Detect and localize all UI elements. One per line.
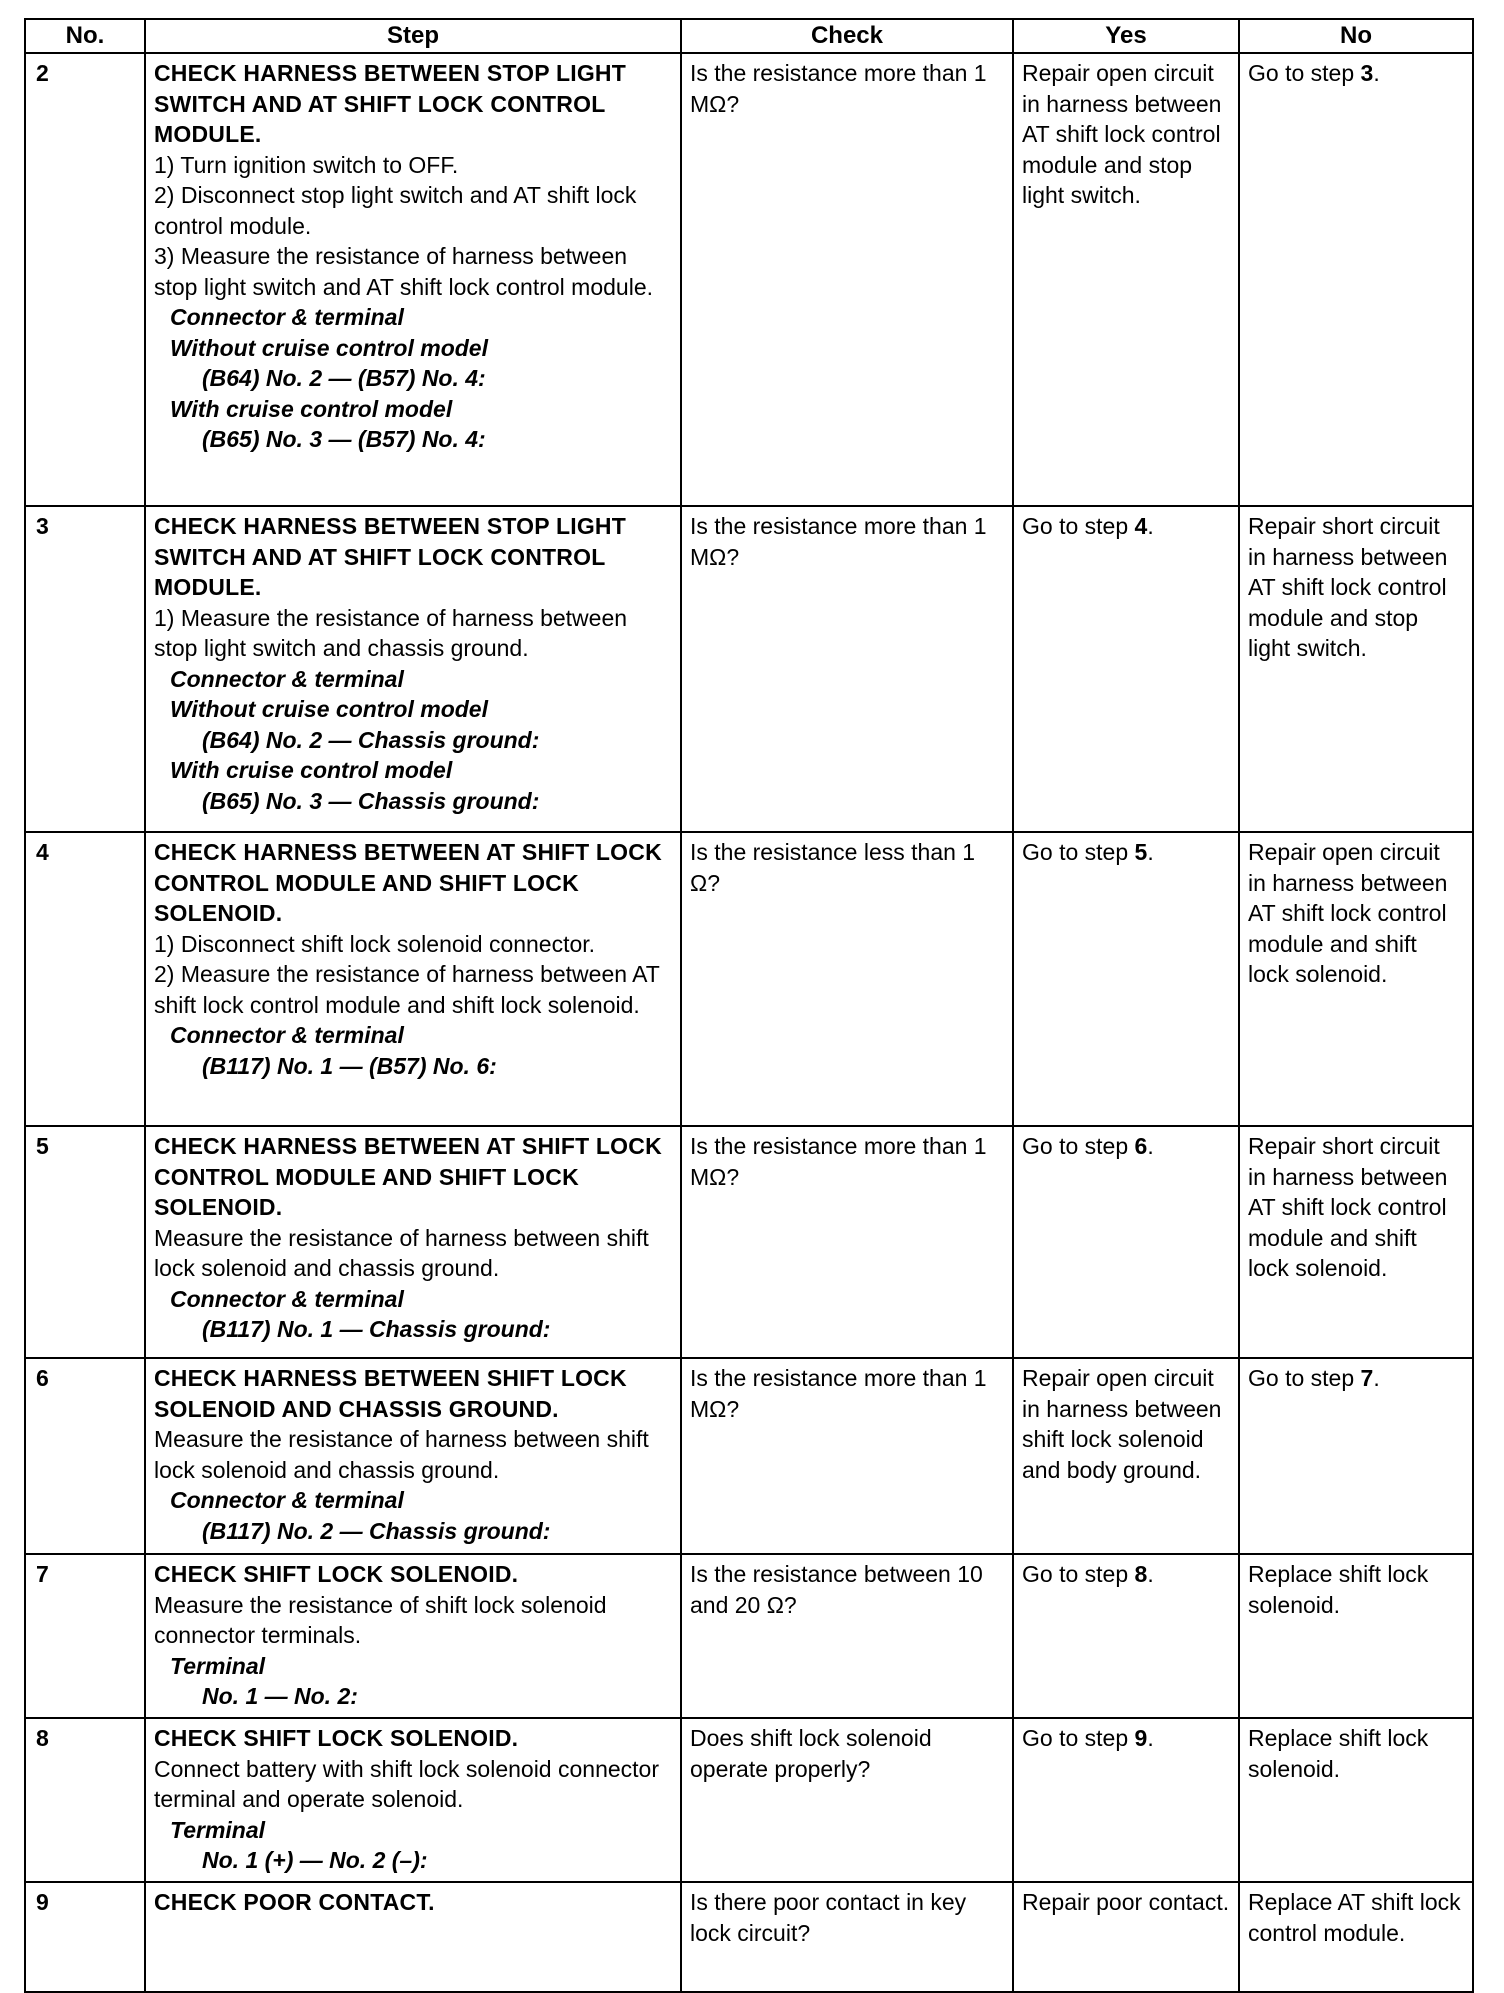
goto-suffix: . [1147,1561,1154,1587]
step-instruction: Measure the resistance of harness between shift lock solenoid and chassis ground. [154,1224,649,1281]
connector-terminal-spec: Connector & terminal [170,1022,404,1048]
table-row [25,1126,1473,1358]
goto-step-number: 3 [1360,60,1374,86]
table-row [25,1554,1473,1718]
step-instruction: 1) Measure the resistance of harness between stop light switch and chassis ground. [154,604,628,661]
yes-result-cell [1013,1718,1239,1882]
table-row [25,1882,1473,1992]
connector-terminal-spec: (B64) No. 2 — Chassis ground: [202,726,540,753]
connector-terminal-spec: Connector & terminal [170,1285,404,1312]
connector-terminal-spec: Connector & terminal [170,1487,404,1513]
step-instruction: 3) Measure the resistance of harness between stop light switch and AT shift lock control module. [154,243,654,300]
check-cell: Does shift lock solenoid operate properly? [681,1718,1013,1882]
step-title: CHECK SHIFT LOCK SOLENOID. [154,1561,519,1587]
connector-terminal-spec: (B117) No. 2 — Chassis ground: [202,1517,551,1544]
step-number: 7 [25,1554,145,1718]
no-result-text: Replace shift lock solenoid. [1248,1561,1429,1618]
step-cell [145,1554,681,1718]
table-row [25,53,1473,506]
step-title: CHECK HARNESS BETWEEN STOP LIGHT SWITCH AND AT SHIFT LOCK CONTROL MODULE. [154,513,626,600]
goto-suffix: . [1373,1365,1380,1391]
table-row [25,1718,1473,1882]
step-number: 2 [25,53,145,506]
header-no: No. [25,19,145,53]
check-cell: Is the resistance more than 1 MΩ? [681,1126,1013,1358]
goto-suffix: . [1373,60,1380,86]
header-check: Check [681,19,1013,53]
step-instruction: Measure the resistance of shift lock solenoid connector terminals. [154,1591,607,1648]
step-number: 4 [25,832,145,1126]
connector-terminal-spec: (B117) No. 1 — Chassis ground: [202,1316,551,1342]
step-cell [145,506,681,832]
step-instruction: Connect battery with shift lock solenoid connector terminal and operate solenoid. [154,1755,659,1812]
connector-terminal-spec: No. 1 — No. 2: [202,1683,358,1709]
connector-terminal-spec: With cruise control model [170,395,453,422]
no-result-text: Replace AT shift lock control module. [1248,1889,1461,1946]
header-yes: Yes [1013,19,1239,53]
header-row [25,19,1473,53]
connector-terminal-spec: (B64) No. 2 — (B57) No. 4: [202,365,486,391]
step-title: CHECK HARNESS BETWEEN AT SHIFT LOCK CONTROL MODULE AND SHIFT LOCK SOLENOID. [154,1133,662,1220]
goto-suffix: . [1147,1133,1154,1159]
connector-terminal-spec: Connector & terminal [170,304,404,330]
yes-result-text: Repair open circuit in harness between AT shift lock control module and stop light switch. [1022,60,1222,208]
goto-label: Go to step [1022,839,1135,865]
no-result-cell [1239,53,1473,506]
step-title: CHECK HARNESS BETWEEN STOP LIGHT SWITCH AND AT SHIFT LOCK CONTROL MODULE. [154,60,626,147]
diagnostic-table [24,18,1474,1993]
step-title: CHECK SHIFT LOCK SOLENOID. [154,1725,519,1751]
check-cell: Is there poor contact in key lock circuit? [681,1882,1013,1992]
goto-suffix: . [1147,513,1154,539]
yes-result-cell [1013,1126,1239,1358]
step-title: CHECK POOR CONTACT. [154,1889,435,1915]
goto-step-number: 6 [1134,1133,1148,1159]
table-row [25,506,1473,832]
goto-label: Go to step [1022,1725,1135,1751]
header-no-result: No [1239,19,1473,53]
goto-label: Go to step [1248,1365,1361,1391]
goto-step-number: 4 [1134,513,1148,539]
header-step: Step [145,19,681,53]
goto-step-number: 5 [1134,839,1148,865]
yes-result-cell [1013,53,1239,506]
connector-terminal-spec: Without cruise control model [170,696,488,722]
yes-result-cell [1013,832,1239,1126]
yes-result-cell [1013,1882,1239,1992]
step-instruction: 2) Disconnect stop light switch and AT shift lock control module. [154,182,637,239]
step-instruction: 1) Turn ignition switch to OFF. [154,151,459,178]
goto-label: Go to step [1248,60,1361,86]
step-number: 9 [25,1882,145,1992]
step-cell [145,53,681,506]
step-cell [145,1718,681,1882]
table-row [25,832,1473,1126]
goto-step-number: 9 [1134,1725,1148,1751]
step-number: 3 [25,506,145,832]
no-result-text: Repair open circuit in harness between AT shift lock control module and shift lock solenoid. [1248,839,1448,987]
step-number: 6 [25,1358,145,1554]
no-result-cell [1239,1554,1473,1718]
no-result-text: Repair short circuit in harness between AT shift lock control module and shift lock solenoid. [1248,1133,1448,1281]
yes-result-cell [1013,1554,1239,1718]
step-title: CHECK HARNESS BETWEEN AT SHIFT LOCK CONTROL MODULE AND SHIFT LOCK SOLENOID. [154,839,662,926]
step-title: CHECK HARNESS BETWEEN SHIFT LOCK SOLENOID AND CHASSIS GROUND. [154,1365,627,1422]
check-cell: Is the resistance less than 1 Ω? [681,832,1013,1126]
no-result-text: Replace shift lock solenoid. [1248,1725,1429,1782]
connector-terminal-spec: (B65) No. 3 — Chassis ground: [202,787,540,814]
table-row [25,1358,1473,1554]
check-cell: Is the resistance more than 1 MΩ? [681,506,1013,832]
goto-suffix: . [1147,1725,1154,1751]
goto-step-number: 8 [1134,1561,1148,1587]
connector-terminal-spec: With cruise control model [170,757,453,783]
step-instruction: 1) Disconnect shift lock solenoid connector. [154,930,596,957]
yes-result-text: Repair poor contact. [1022,1889,1230,1915]
no-result-text: Repair short circuit in harness between AT shift lock control module and stop light switch. [1248,513,1448,661]
step-instruction: Measure the resistance of harness between shift lock solenoid and chassis ground. [154,1426,649,1483]
step-number: 8 [25,1718,145,1882]
no-result-cell [1239,1358,1473,1554]
no-result-cell [1239,832,1473,1126]
connector-terminal-spec: Terminal [170,1816,266,1843]
connector-terminal-spec: (B117) No. 1 — (B57) No. 6: [202,1052,497,1079]
check-cell: Is the resistance more than 1 MΩ? [681,53,1013,506]
no-result-cell [1239,1882,1473,1992]
yes-result-cell [1013,506,1239,832]
goto-label: Go to step [1022,1561,1135,1587]
step-instruction: 2) Measure the resistance of harness between AT shift lock control module and shift lock solenoid. [154,961,660,1018]
no-result-cell [1239,1126,1473,1358]
step-number: 5 [25,1126,145,1358]
step-cell [145,1358,681,1554]
connector-terminal-spec: Without cruise control model [170,334,488,361]
connector-terminal-spec: Terminal [170,1652,266,1679]
check-cell: Is the resistance between 10 and 20 Ω? [681,1554,1013,1718]
table-body [25,53,1473,1992]
goto-step-number: 7 [1360,1365,1374,1391]
step-cell [145,1126,681,1358]
connector-terminal-spec: No. 1 (+) — No. 2 (–): [202,1847,428,1873]
goto-suffix: . [1147,839,1154,865]
goto-label: Go to step [1022,1133,1135,1159]
step-cell [145,832,681,1126]
goto-label: Go to step [1022,513,1135,539]
connector-terminal-spec: Connector & terminal [170,665,404,692]
connector-terminal-spec: (B65) No. 3 — (B57) No. 4: [202,426,486,452]
yes-result-text: Repair open circuit in harness between shift lock solenoid and body ground. [1022,1365,1222,1483]
no-result-cell [1239,506,1473,832]
check-cell: Is the resistance more than 1 MΩ? [681,1358,1013,1554]
yes-result-cell [1013,1358,1239,1554]
step-cell [145,1882,681,1992]
no-result-cell [1239,1718,1473,1882]
